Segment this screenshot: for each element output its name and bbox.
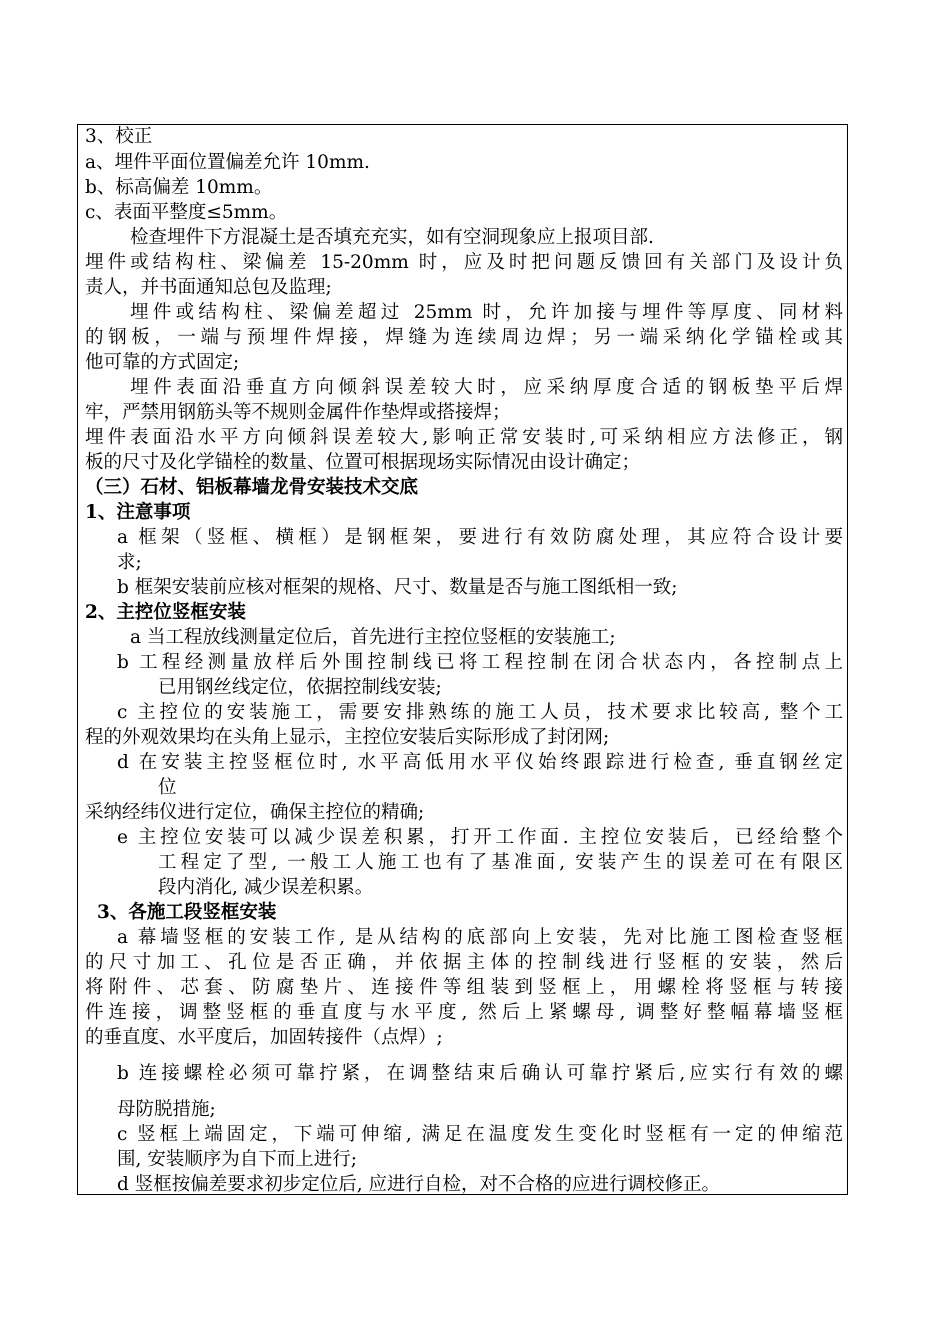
list-item: a 当工程放线测量定位后，首先进行主控位竖框的安装施工; bbox=[130, 627, 616, 648]
list-item: 位 bbox=[158, 777, 177, 798]
subsection-heading: 3、各施工段竖框安装 bbox=[97, 902, 277, 923]
text-line: 的钢板，一端与预埋件焊接，焊缝为连续周边焊；另一端采纳化学锚栓或其 bbox=[85, 327, 843, 348]
text-line: a、埋件平面位置偏差允许 10mm. bbox=[85, 152, 370, 173]
list-item: 求; bbox=[117, 552, 142, 573]
list-item: 的尺寸加工、孔位是否正确，并依据主体的控制线进行竖框的安装，然后 bbox=[85, 952, 843, 973]
subsection-heading: 1、注意事项 bbox=[85, 502, 191, 523]
text-line: 埋件或结构柱、梁偏差 15-20mm 时，应及时把问题反馈回有关部门及设计负 bbox=[85, 252, 843, 273]
text-line: b、标高偏差 10mm。 bbox=[85, 177, 273, 198]
list-item: a 幕墙竖框的安装工作, 是从结构的底部向上安装，先对比施工图检查竖框 bbox=[117, 927, 843, 948]
list-item: a 框架（竖框、横框）是钢框架，要进行有效防腐处理，其应符合设计要 bbox=[117, 527, 843, 548]
list-item: 围, 安装顺序为自下而上进行; bbox=[117, 1149, 357, 1170]
text-line: 检查埋件下方混凝土是否填充充实，如有空洞现象应上报项目部. bbox=[130, 227, 654, 248]
list-item: d 竖框按偏差要求初步定位后, 应进行自检，对不合格的应进行调校修正。 bbox=[117, 1174, 720, 1195]
list-item: d 在安装主控竖框位时, 水平高低用水平仪始终跟踪进行检查, 垂直钢丝定 bbox=[117, 752, 843, 773]
list-item: 母防脱措施; bbox=[117, 1099, 216, 1120]
text-line: c、表面平整度≤5mm。 bbox=[85, 202, 288, 223]
text-line: 埋件表面沿水平方向倾斜误差较大,影响正常安装时,可采纳相应方法修正，钢 bbox=[85, 427, 843, 448]
list-item: 程的外观效果均在头角上显示，主控位安装后实际形成了封闭网; bbox=[85, 727, 610, 748]
list-item: b 框架安装前应核对框架的规格、尺寸、数量是否与施工图纸相一致; bbox=[117, 577, 678, 598]
list-item: 将附件、芯套、防腐垫片、连接件等组装到竖框上，用螺栓将竖框与转接 bbox=[85, 977, 843, 998]
list-item: c 竖框上端固定，下端可伸缩, 满足在温度发生变化时竖框有一定的伸缩范 bbox=[117, 1124, 843, 1145]
text-line: 埋件表面沿垂直方向倾斜误差较大时，应采纳厚度合适的钢板垫平后焊 bbox=[130, 377, 843, 398]
text-line: 采纳经纬仪进行定位，确保主控位的精确; bbox=[85, 802, 425, 823]
list-item: c 主控位的安装施工，需要安排熟练的施工人员，技术要求比较高, 整个工 bbox=[117, 702, 843, 723]
list-item: 的垂直度、水平度后，加固转接件（点焊）; bbox=[85, 1027, 443, 1048]
subsection-heading: 2、主控位竖框安装 bbox=[85, 602, 246, 623]
list-item: b 连接螺栓必须可靠拧紧，在调整结束后确认可靠拧紧后,应实行有效的螺 bbox=[117, 1063, 843, 1084]
list-item: 已用钢丝线定位，依据控制线安装; bbox=[158, 677, 442, 698]
section-heading: （三）石材、铝板幕墙龙骨安装技术交底 bbox=[85, 477, 419, 498]
list-item: 段内消化, 减少误差积累。 bbox=[158, 877, 374, 898]
text-line: 3、校正 bbox=[85, 126, 153, 147]
list-item: e 主控位安装可以减少误差积累，打开工作面. 主控位安装后，已经给整个 bbox=[117, 827, 843, 848]
text-line: 埋件或结构柱、梁偏差超过 25mm 时，允许加接与埋件等厚度、同材料 bbox=[130, 302, 843, 323]
text-line: 板的尺寸及化学锚栓的数量、位置可根据现场实际情况由设计确定； bbox=[85, 452, 641, 473]
text-line: 他可靠的方式固定; bbox=[85, 352, 240, 373]
text-line: 牢，严禁用钢筋头等不规则金属件作垫焊或搭接焊； bbox=[85, 402, 511, 423]
text-line: 责人，并书面通知总包及监理; bbox=[85, 277, 332, 298]
list-item: 工程定了型, 一般工人施工也有了基准面, 安装产生的误差可在有限区 bbox=[158, 852, 843, 873]
list-item: 件连接，调整竖框的垂直度与水平度, 然后上紧螺母, 调整好整幅幕墙竖框 bbox=[85, 1002, 843, 1023]
list-item: b 工程经测量放样后外围控制线已将工程控制在闭合状态内，各控制点上 bbox=[117, 652, 843, 673]
